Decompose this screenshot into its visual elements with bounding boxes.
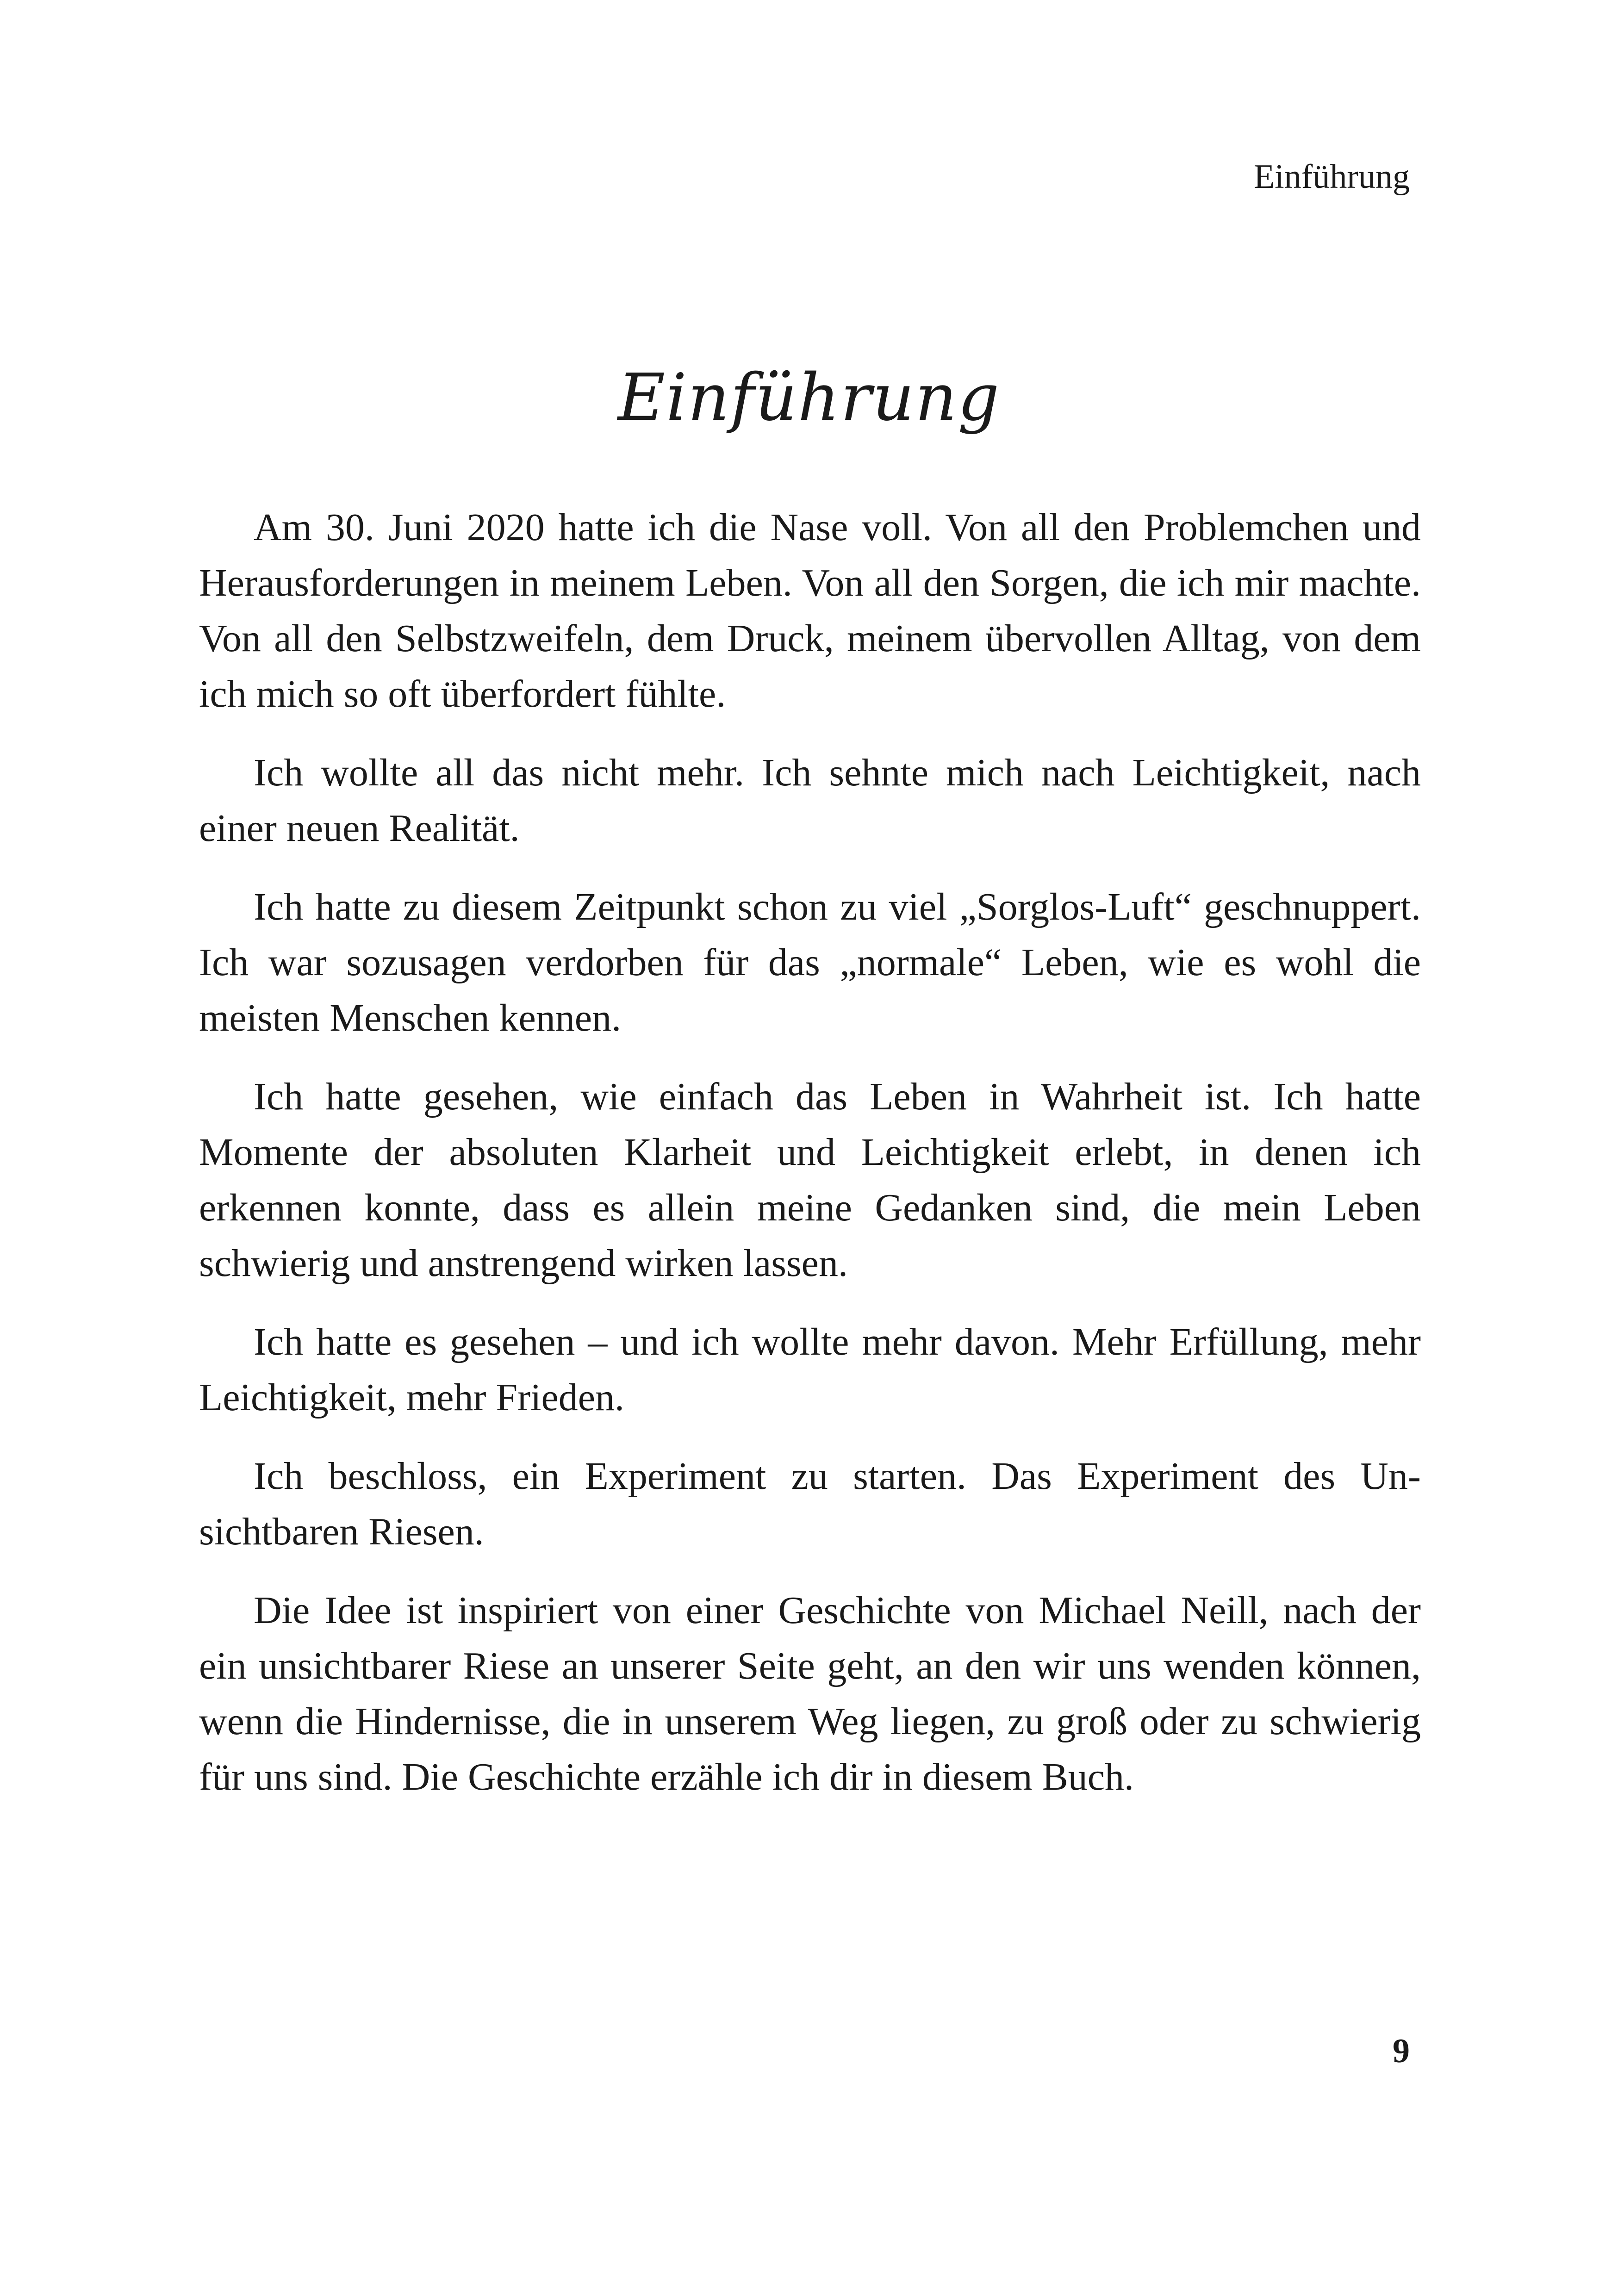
- paragraph: Ich beschloss, ein Experiment zu starten. Das Experiment des Unsichtbaren Riesen.: [199, 1455, 1421, 1553]
- paragraph: Die Idee ist inspiriert von einer Geschichte von Michael Neill, nach der ein unsichtbarer Riese an unserer Seite geht, an den wir uns wenden können, wenn die Hindernisse, die in unserem Weg liegen, zu groß oder zu schwierig für uns sind. Die Geschichte erzähle ich dir in diesem Buch.: [199, 1589, 1421, 1798]
- paragraph: Ich hatte zu diesem Zeitpunkt schon zu viel „Sorglos-Luft“ geschnuppert. Ich war sozusagen verdorben für das „normale“ Leben, wie es wohl die meisten Menschen kennen.: [199, 885, 1421, 1039]
- page-number: 9: [1393, 2032, 1410, 2070]
- paragraph: Ich wollte all das nicht mehr. Ich sehnte mich nach Leichtigkeit, nach einer neuen Realität.: [199, 751, 1421, 850]
- paragraph: Ich hatte gesehen, wie einfach das Leben in Wahrheit ist. Ich hatte Momente der absoluten Klarheit und Leichtigkeit erlebt, in denen ich erkennen konnte, dass es allein meine Gedanken sind, die mein Leben schwierig und anstrengend wirken lassen.: [199, 1075, 1421, 1285]
- body-text: [199, 500, 1421, 1828]
- running-header: Einführung: [1253, 158, 1410, 196]
- paragraph: Am 30. Juni 2020 hatte ich die Nase voll. Von all den Problemchen und Herausforderungen in meinem Leben. Von all den Sorgen, die ich mir machte. Von all den Selbstzweifeln, dem Druck, meinem übervollen Alltag, von dem ich mich so oft überfordert fühlte.: [199, 506, 1421, 716]
- paragraph: Ich hatte es gesehen – und ich wollte mehr davon. Mehr Erfüllung, mehr Leichtigkeit, mehr Frieden.: [199, 1320, 1421, 1419]
- chapter-title: Einführung: [617, 360, 1001, 436]
